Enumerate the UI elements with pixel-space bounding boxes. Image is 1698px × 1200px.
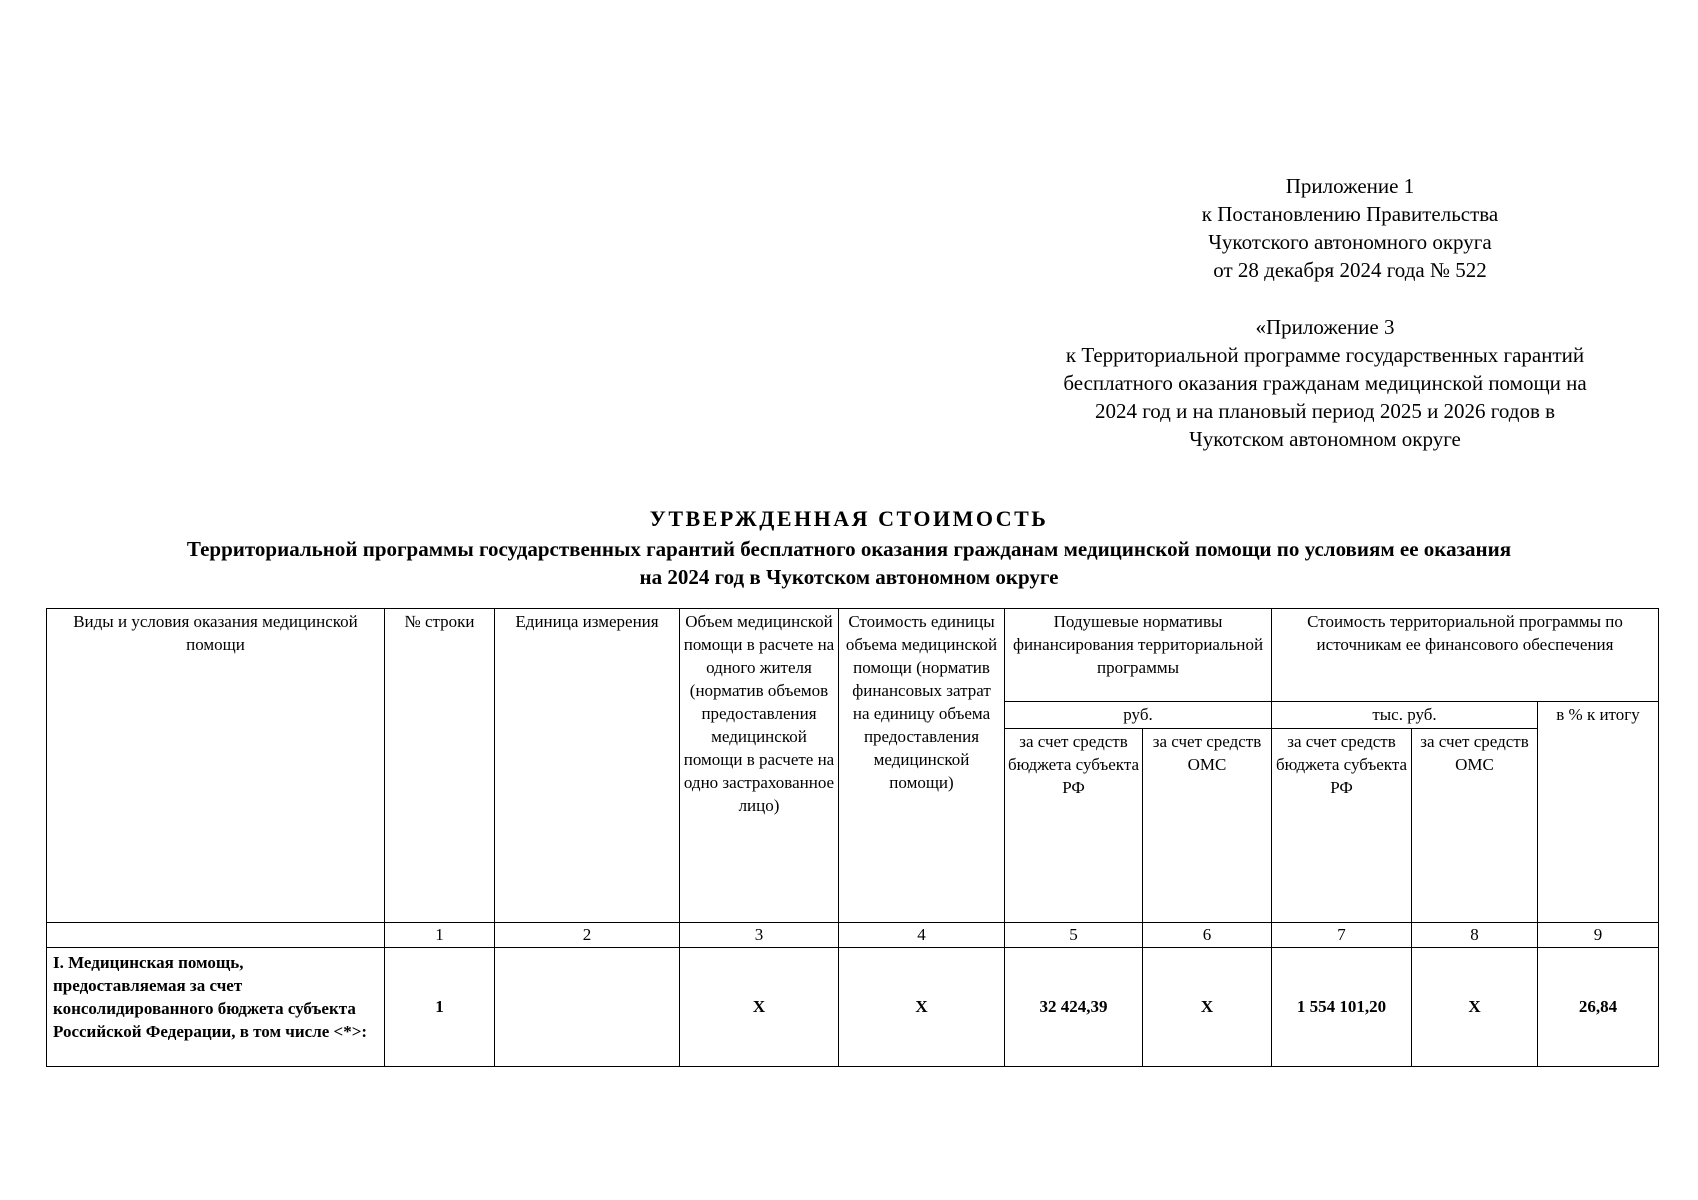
appendix-1-line: к Постановлению Правительства	[1201, 202, 1499, 226]
column-number-blank	[47, 923, 385, 948]
appendix-3-line: 2024 год и на плановый период 2025 и 2026 годов в	[1094, 399, 1556, 423]
column-number: 1	[385, 923, 495, 948]
row-volume-cell: X	[680, 948, 839, 1067]
column-number: 3	[680, 923, 839, 948]
column-number: 8	[1412, 923, 1538, 948]
row-label: I. Медицинская помощь, предоставляемая за счет консолидированного бюджета субъекта Российской Федерации, в том числе <*>:	[47, 948, 385, 1067]
document-title: УТВЕРЖДЕННАЯ СТОИМОСТЬ	[649, 506, 1049, 531]
header-row-1	[47, 609, 1659, 702]
header-row-number: № строки	[385, 609, 495, 923]
column-number: 6	[1143, 923, 1272, 948]
table-row	[47, 948, 1659, 1067]
header-types: Виды и условия оказания медицинской помощи	[47, 609, 385, 923]
row-per-capita-oms-cell: X	[1143, 948, 1272, 1067]
header-budget-rf-2: за счет средств бюджета субъекта РФ	[1272, 729, 1412, 923]
row-pct-cell: 26,84	[1538, 948, 1659, 1067]
header-rub: руб.	[1005, 702, 1272, 729]
document-title-block	[40, 505, 1658, 591]
appendix-3-line: к Территориальной программе государственных гарантий	[1065, 343, 1585, 367]
appendix-3-line: Чукотском автономном округе	[1189, 427, 1461, 451]
row-unit-cost-cell: X	[839, 948, 1005, 1067]
header-volume: Объем медицинской помощи в расчете на одного жителя (норматив объемов предоставления медицинской помощи в расчете на одно застрахованное лицо)	[680, 609, 839, 923]
column-number: 7	[1272, 923, 1412, 948]
appendix-3-line: «Приложение 3	[1255, 315, 1395, 339]
row-cost-budget-cell: 1 554 101,20	[1272, 948, 1412, 1067]
column-number: 9	[1538, 923, 1659, 948]
appendix-1-line: Чукотского автономного округа	[1208, 230, 1492, 254]
appendix-1-header	[1110, 172, 1590, 284]
appendix-1-line: Приложение 1	[1285, 174, 1415, 198]
row-cost-oms-cell: X	[1412, 948, 1538, 1067]
header-oms-2: за счет средств ОМС	[1412, 729, 1538, 923]
cost-table	[46, 608, 1659, 1067]
header-thous-rub: тыс. руб.	[1272, 702, 1538, 729]
appendix-1-line: от 28 декабря 2024 года № 522	[1213, 258, 1487, 282]
column-number: 2	[495, 923, 680, 948]
header-unit: Единица измерения	[495, 609, 680, 923]
column-numbers-row	[47, 923, 1659, 948]
document-subtitle-line-1: Территориальной программы государственных гарантий бесплатного оказания гражданам медицинской помощи по условиям ее оказания	[186, 537, 1512, 561]
header-unit-cost: Стоимость единицы объема медицинской помощи (норматив финансовых затрат на единицу объема предоставления медицинской помощи)	[839, 609, 1005, 923]
row-per-capita-budget-cell: 32 424,39	[1005, 948, 1143, 1067]
header-program-cost: Стоимость территориальной программы по источникам ее финансового обеспечения	[1272, 609, 1659, 702]
document-subtitle-line-2: на 2024 год в Чукотском автономном округе	[639, 565, 1059, 589]
column-number: 4	[839, 923, 1005, 948]
header-pct-total: в % к итогу	[1538, 702, 1659, 923]
row-number-cell: 1	[385, 948, 495, 1067]
header-budget-rf: за счет средств бюджета субъекта РФ	[1005, 729, 1143, 923]
column-number: 5	[1005, 923, 1143, 948]
header-oms: за счет средств ОМС	[1143, 729, 1272, 923]
appendix-3-header	[980, 313, 1670, 453]
appendix-3-line: бесплатного оказания гражданам медицинской помощи на	[1063, 371, 1587, 395]
header-per-capita: Подушевые нормативы финансирования территориальной программы	[1005, 609, 1272, 702]
row-unit-cell	[495, 948, 680, 1067]
